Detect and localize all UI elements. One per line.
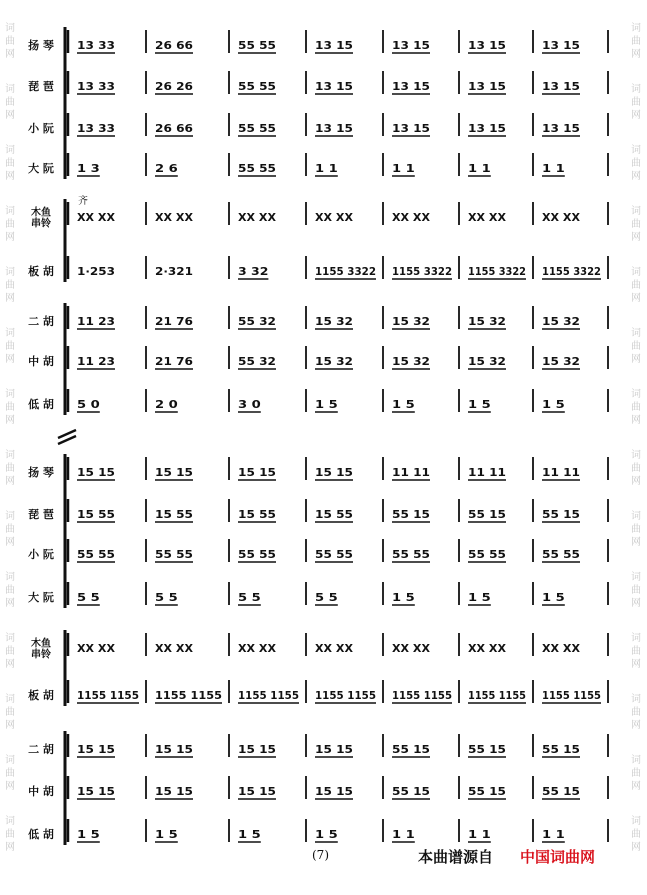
measure-notes: 5 5 [77, 591, 100, 604]
measure-notes: XX XX [542, 642, 581, 655]
measure-notes: 13 33 [77, 80, 115, 93]
measure-notes: XX XX [542, 211, 581, 224]
measure-notes: 13 15 [468, 39, 506, 52]
measure-notes: 55 55 [392, 548, 430, 561]
watermark-char: 曲 [5, 768, 15, 779]
measure-notes: 1 5 [315, 398, 338, 411]
watermark-char: 词 [631, 206, 641, 217]
measure-notes: 1155 3322 [392, 265, 452, 278]
measure-notes: 15 32 [315, 355, 353, 368]
measure-notes: 13 15 [392, 122, 430, 135]
measure-notes: 13 15 [542, 80, 580, 93]
measure-notes: 13 15 [542, 39, 580, 52]
instrument-label: 大 阮 [28, 591, 54, 604]
watermark-char: 曲 [5, 280, 15, 291]
watermark-char: 词 [631, 23, 641, 34]
instrument-label: 板 胡 [28, 689, 54, 702]
measure-notes: XX XX [315, 211, 354, 224]
measure-notes: 1 1 [542, 162, 565, 175]
measure-notes: 55 15 [468, 508, 506, 521]
measure-notes: 26 66 [155, 39, 194, 52]
measure-notes: 55 15 [542, 743, 580, 756]
measure-notes: 55 55 [238, 548, 276, 561]
measure-notes: 15 32 [468, 355, 506, 368]
measure-notes: 55 55 [315, 548, 353, 561]
measure-notes: 13 33 [77, 122, 115, 135]
watermark-right [628, 0, 644, 854]
watermark-char: 网 [631, 720, 641, 731]
watermark-char: 词 [631, 389, 641, 400]
measure-notes: 11 11 [468, 466, 506, 479]
watermark-char: 词 [5, 145, 15, 156]
measure-notes: 11 11 [542, 466, 580, 479]
measure-notes: 1 1 [392, 828, 415, 841]
watermark-char: 曲 [631, 341, 641, 352]
instrument-label: 小 阮 [28, 122, 54, 135]
page-footer [0, 848, 647, 870]
watermark-char: 词 [5, 755, 15, 766]
watermark-char: 曲 [5, 585, 15, 596]
measure-notes: 15 55 [155, 508, 193, 521]
watermark-char: 网 [5, 415, 15, 426]
watermark-char: 词 [631, 84, 641, 95]
measure-notes: 1155 1155 [315, 689, 376, 702]
watermark-char: 网 [5, 598, 15, 609]
measure-notes: 15 55 [315, 508, 353, 521]
measure-notes: 5 5 [155, 591, 178, 604]
measure-notes: 55 55 [238, 39, 276, 52]
watermark-char: 网 [631, 537, 641, 548]
instrument-label: 串铃 [31, 218, 51, 230]
watermark-char: 曲 [631, 219, 641, 230]
measure-notes: 1 3 [77, 162, 100, 175]
watermark-char: 词 [631, 572, 641, 583]
watermark-char: 曲 [631, 463, 641, 474]
measure-notes: 1155 3322 [542, 265, 601, 278]
watermark-char: 词 [5, 206, 15, 217]
measure-notes: 1 1 [315, 162, 338, 175]
measure-notes: 55 15 [542, 508, 580, 521]
measure-notes: 13 33 [77, 39, 115, 52]
measure-notes: 1 5 [542, 398, 565, 411]
watermark-char: 曲 [631, 524, 641, 535]
measure-notes: 55 55 [238, 80, 276, 93]
watermark-char: 网 [5, 49, 15, 60]
watermark-char: 词 [5, 694, 15, 705]
watermark-char: 曲 [631, 280, 641, 291]
measure-notes: 1155 1155 [542, 689, 601, 702]
watermark-char: 网 [631, 171, 641, 182]
watermark-char: 词 [631, 267, 641, 278]
source-label: 本曲谱源自 [418, 848, 494, 866]
watermark-char: 词 [5, 572, 15, 583]
measure-notes: 2·321 [155, 265, 193, 278]
measure-notes: 55 55 [155, 548, 193, 561]
measure-notes: 13 15 [315, 80, 353, 93]
measure-notes: 55 55 [468, 548, 506, 561]
watermark-char: 曲 [5, 524, 15, 535]
measure-notes: 15 32 [392, 315, 430, 328]
measure-notes: XX XX [468, 211, 507, 224]
measure-notes: 2 6 [155, 162, 179, 175]
watermark-char: 词 [631, 450, 641, 461]
measure-notes: XX XX [155, 642, 194, 655]
measure-notes: 15 15 [155, 466, 193, 479]
watermark-char: 曲 [5, 36, 15, 47]
instrument-label: 二 胡 [28, 743, 54, 756]
watermark-char: 曲 [5, 341, 15, 352]
measure-notes: 13 15 [468, 122, 506, 135]
watermark-char: 曲 [631, 402, 641, 413]
measure-notes: 55 15 [468, 743, 506, 756]
watermark-char: 网 [631, 415, 641, 426]
watermark-char: 网 [5, 110, 15, 121]
measure-notes: 15 15 [238, 785, 276, 798]
watermark-char: 网 [5, 659, 15, 670]
instrument-label: 扬 琴 [28, 39, 54, 52]
measure-notes: 1155 1155 [468, 689, 526, 702]
watermark-char: 网 [631, 781, 641, 792]
instrument-label: 琵 琶 [28, 508, 54, 521]
measure-notes: 15 55 [238, 508, 276, 521]
watermark-char: 词 [5, 389, 15, 400]
measure-notes: 21 76 [155, 355, 194, 368]
measure-notes: 15 32 [392, 355, 430, 368]
measure-notes: 5 5 [238, 591, 261, 604]
watermark-left [2, 0, 18, 854]
measure-notes: 15 15 [238, 466, 276, 479]
watermark-char: 曲 [5, 707, 15, 718]
watermark-char: 曲 [5, 646, 15, 657]
measure-notes: 1155 1155 [392, 689, 452, 702]
measure-notes: 1 5 [392, 591, 415, 604]
watermark-char: 曲 [631, 585, 641, 596]
watermark-char: 词 [631, 694, 641, 705]
measure-notes: XX XX [155, 211, 194, 224]
measure-notes: 3 0 [238, 398, 262, 411]
watermark-char: 词 [5, 328, 15, 339]
measure-notes: 5 5 [315, 591, 338, 604]
measure-notes: XX XX [468, 642, 507, 655]
watermark-char: 网 [631, 293, 641, 304]
measure-notes: 55 15 [392, 785, 430, 798]
instrument-label: 小 阮 [28, 548, 54, 561]
measure-notes: 15 15 [77, 466, 115, 479]
watermark-char: 曲 [5, 829, 15, 840]
watermark-char: 曲 [631, 36, 641, 47]
measure-notes: 2 0 [155, 398, 179, 411]
watermark-char: 曲 [5, 158, 15, 169]
watermark-char: 曲 [631, 646, 641, 657]
watermark-char: 网 [5, 781, 15, 792]
watermark-char: 网 [631, 232, 641, 243]
watermark-char: 曲 [631, 158, 641, 169]
instrument-label: 二 胡 [28, 315, 54, 328]
watermark-char: 曲 [5, 402, 15, 413]
page-number: (7) [312, 848, 329, 862]
measure-notes: 1 1 [392, 162, 415, 175]
instrument-label: 扬 琴 [28, 466, 54, 479]
watermark-char: 网 [631, 49, 641, 60]
watermark-char: 网 [631, 476, 641, 487]
measure-notes: 1 5 [77, 828, 100, 841]
measure-notes: 55 15 [542, 785, 580, 798]
watermark-char: 词 [631, 816, 641, 827]
measure-notes: 26 66 [155, 122, 194, 135]
instrument-label: 木鱼 [31, 207, 51, 219]
watermark-char: 曲 [631, 707, 641, 718]
measure-notes: 15 15 [315, 785, 353, 798]
measure-notes: 13 15 [468, 80, 506, 93]
measure-notes: XX XX [392, 211, 431, 224]
watermark-char: 网 [631, 598, 641, 609]
measure-notes: XX XX [77, 211, 116, 224]
measure-notes: 55 55 [77, 548, 115, 561]
watermark-char: 曲 [5, 219, 15, 230]
watermark-char: 网 [5, 842, 15, 853]
measure-notes: 11 23 [77, 315, 115, 328]
measure-notes: 13 15 [392, 80, 430, 93]
measure-notes: 15 15 [315, 466, 353, 479]
measure-notes: 13 15 [392, 39, 430, 52]
watermark-char: 网 [631, 110, 641, 121]
watermark-char: 词 [5, 23, 15, 34]
measure-notes: 55 15 [392, 743, 430, 756]
measure-notes: 15 15 [315, 743, 353, 756]
measure-notes: 55 55 [542, 548, 580, 561]
instrument-label: 中 胡 [28, 785, 54, 798]
measure-notes: XX XX [392, 642, 431, 655]
watermark-char: 网 [5, 293, 15, 304]
watermark-char: 词 [5, 84, 15, 95]
watermark-char: 词 [5, 511, 15, 522]
measure-notes: XX XX [238, 211, 277, 224]
dynamic-mark: 齐 [78, 196, 88, 207]
measure-notes: 21 76 [155, 315, 194, 328]
measure-notes: 15 32 [315, 315, 353, 328]
measure-notes: 1 5 [155, 828, 178, 841]
watermark-char: 词 [5, 267, 15, 278]
measure-notes: 1 1 [542, 828, 565, 841]
measure-notes: 13 15 [542, 122, 580, 135]
watermark-char: 词 [5, 816, 15, 827]
watermark-char: 网 [5, 537, 15, 548]
watermark-char: 词 [631, 145, 641, 156]
measure-notes: 15 32 [468, 315, 506, 328]
watermark-char: 词 [631, 755, 641, 766]
measure-notes: 15 15 [77, 785, 115, 798]
watermark-char: 网 [631, 659, 641, 670]
measure-notes: 55 55 [238, 162, 276, 175]
instrument-label: 大 阮 [28, 162, 54, 175]
instrument-label: 中 胡 [28, 355, 54, 368]
measure-notes: 15 15 [238, 743, 276, 756]
watermark-char: 曲 [631, 768, 641, 779]
site-name: 中国词曲网 [520, 848, 596, 866]
measure-notes: 1 5 [238, 828, 261, 841]
measure-notes: 5 0 [77, 398, 101, 411]
measure-notes: 15 32 [542, 355, 580, 368]
measure-notes: 11 11 [392, 466, 430, 479]
measure-notes: 1 5 [468, 591, 491, 604]
measure-notes: 1155 1155 [77, 689, 139, 702]
measure-notes: 1155 3322 [468, 265, 526, 278]
watermark-char: 词 [631, 328, 641, 339]
measure-notes: 55 32 [238, 355, 276, 368]
measure-notes: 15 15 [155, 743, 193, 756]
measure-notes: 3 32 [238, 265, 269, 278]
watermark-char: 网 [5, 476, 15, 487]
instrument-label: 低 胡 [28, 398, 54, 411]
measure-notes: 11 23 [77, 355, 115, 368]
watermark-char: 词 [5, 633, 15, 644]
measure-notes: 55 15 [392, 508, 430, 521]
measure-notes: 1155 1155 [155, 689, 222, 702]
measure-notes: 1 5 [468, 398, 491, 411]
instrument-label: 琵 琶 [28, 80, 54, 93]
measure-notes: 1 1 [468, 828, 491, 841]
measure-notes: 1 5 [392, 398, 415, 411]
measure-notes: 15 32 [542, 315, 580, 328]
watermark-char: 曲 [631, 829, 641, 840]
watermark-char: 词 [631, 511, 641, 522]
measure-notes: 15 15 [155, 785, 193, 798]
measure-notes: 1 5 [542, 591, 565, 604]
measure-notes: 55 32 [238, 315, 276, 328]
measure-notes: 15 55 [77, 508, 115, 521]
watermark-char: 词 [631, 633, 641, 644]
instrument-label: 木鱼 [31, 638, 51, 650]
measure-notes: 55 15 [468, 785, 506, 798]
watermark-char: 曲 [631, 97, 641, 108]
measure-notes: 1155 1155 [238, 689, 299, 702]
watermark-char: 曲 [5, 97, 15, 108]
measure-notes: 1·253 [77, 265, 115, 278]
measure-notes: 13 15 [315, 122, 353, 135]
watermark-char: 网 [631, 842, 641, 853]
watermark-char: 网 [5, 720, 15, 731]
watermark-char: 网 [5, 232, 15, 243]
watermark-char: 词 [5, 450, 15, 461]
measure-notes: 13 15 [315, 39, 353, 52]
watermark-char: 曲 [5, 463, 15, 474]
measure-notes: 55 55 [238, 122, 276, 135]
instrument-label: 串铃 [31, 649, 51, 661]
measure-notes: 15 15 [77, 743, 115, 756]
measure-notes: XX XX [315, 642, 354, 655]
measure-notes: 26 26 [155, 80, 194, 93]
measure-notes: 1 1 [468, 162, 491, 175]
measure-notes: XX XX [77, 642, 116, 655]
measure-notes: 1 5 [315, 828, 338, 841]
measure-notes: 1155 3322 [315, 265, 376, 278]
measure-notes: XX XX [238, 642, 277, 655]
instrument-label: 板 胡 [28, 265, 54, 278]
instrument-label: 低 胡 [28, 828, 54, 841]
watermark-char: 网 [5, 171, 15, 182]
watermark-char: 网 [5, 354, 15, 365]
watermark-char: 网 [631, 354, 641, 365]
